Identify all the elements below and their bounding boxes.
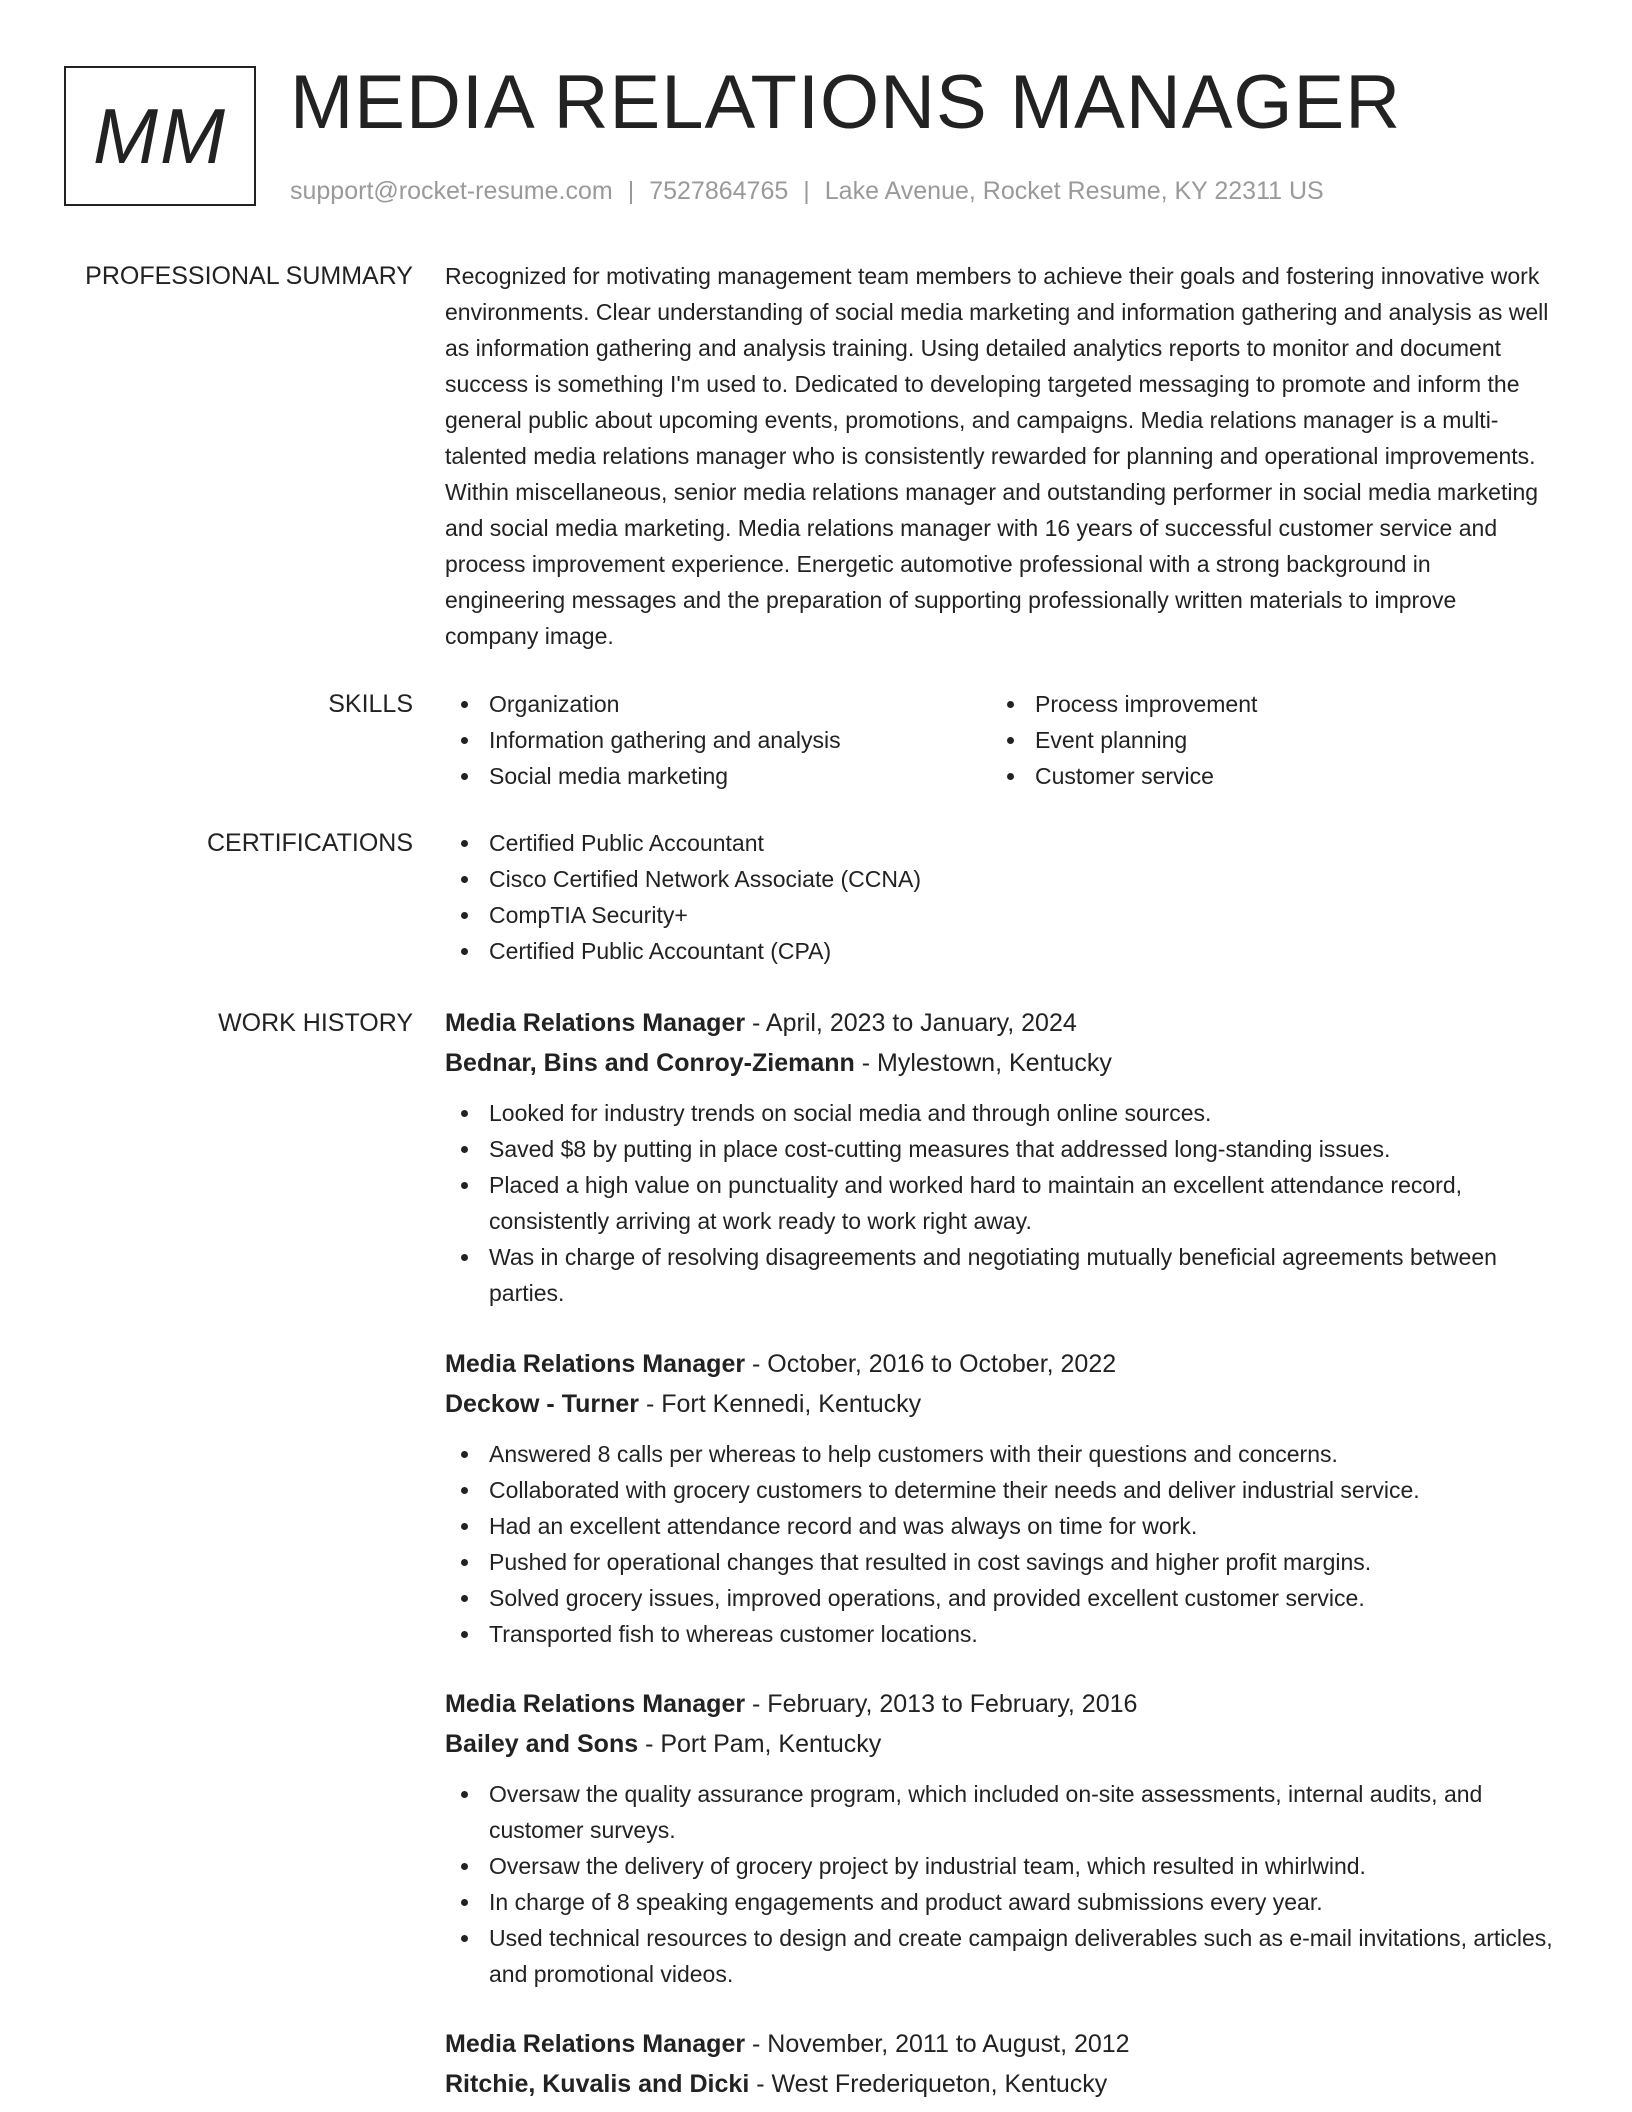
list-item: Organization — [445, 686, 991, 722]
section-label: PROFESSIONAL SUMMARY — [85, 262, 413, 290]
list-item: Cisco Certified Network Associate (CCNA) — [445, 861, 1555, 897]
contact-email: support@rocket-resume.com — [290, 177, 613, 205]
list-item: Social media marketing — [445, 758, 991, 794]
list-item: Certified Public Accountant (CPA) — [445, 933, 1555, 969]
list-item: Collaborated with grocery customers to determine their needs and deliver industrial service. — [445, 1472, 1555, 1508]
list-item: Used technical resources to design and create campaign deliverables such as e-mail invitations, articles, and promotional videos. — [445, 1920, 1555, 1992]
list-item: Oversaw the delivery of grocery project by industrial team, which resulted in whirlwind. — [445, 1848, 1555, 1884]
contact-separator: | — [803, 177, 810, 205]
job-company: Deckow - Turner — [445, 1390, 640, 1418]
job-title-line — [445, 2024, 1555, 2064]
job-dates: - February, 2013 to February, 2016 — [745, 1690, 1138, 1718]
certifications-list — [445, 825, 1555, 969]
summary-text: Recognized for motivating management team members to achieve their goals and fostering innovative work environments. Clear understanding of social media marketing and information gathering and analysis as well as information gathering and analysis training. Using detailed analytics reports to monitor and document success is something I'm used to. Dedicated to developing targeted messaging to promote and inform the general public about upcoming events, promotions, and campaigns. Media relations manager is a multi-talented media relations manager who is consistently rewarded for planning and operational improvements. Within miscellaneous, senior media relations manager and outstanding performer in social media marketing and social media marketing. Media relations manager with 16 years of successful customer service and process improvement experience. Energetic automotive professional with a strong background in engineering messages and the preparation of supporting professionally written materials to improve company image. — [445, 263, 1549, 649]
job-title-line — [445, 1344, 1555, 1384]
section-label: SKILLS — [328, 690, 413, 718]
contact-separator: | — [627, 177, 635, 205]
job-location: - Port Pam, Kentucky — [638, 1730, 882, 1758]
list-item: CompTIA Security+ — [445, 897, 1555, 933]
job-location: - Mylestown, Kentucky — [854, 1049, 1112, 1077]
skills-list-right — [991, 686, 1537, 794]
job-title: Media Relations Manager — [445, 2030, 746, 2058]
list-item: Was in charge of resolving disagreements and negotiating mutually beneficial agreements between parties. — [445, 1239, 1555, 1311]
list-item: Certified Public Accountant — [445, 825, 1555, 861]
page-title: MEDIA RELATIONS MANAGER — [290, 60, 1402, 145]
list-item: Placed a high value on punctuality and worked hard to maintain an excellent attendance record, consistently arriving at work ready to work right away. — [445, 1167, 1555, 1239]
skills-body — [445, 686, 1555, 794]
summary-body — [445, 258, 1555, 654]
contact-phone: 7527864765 — [649, 177, 789, 205]
job-entry — [445, 1684, 1555, 1992]
job-title-line — [445, 1684, 1555, 1724]
job-company-line — [445, 1724, 1555, 1764]
list-item: Looked for industry trends on social media and through online sources. — [445, 1095, 1555, 1131]
job-title-line — [445, 1003, 1555, 1043]
skills-list-left — [445, 686, 991, 794]
job-dates: - November, 2011 to August, 2012 — [745, 2030, 1130, 2058]
list-item: Oversaw the quality assurance program, which included on-site assessments, internal audits, and customer surveys. — [445, 1776, 1555, 1848]
job-company-line — [445, 1043, 1555, 1083]
certifications-body — [445, 825, 1555, 969]
list-item: Customer service — [991, 758, 1537, 794]
job-dates: - October, 2016 to October, 2022 — [745, 1350, 1117, 1378]
job-entry — [445, 1003, 1555, 1311]
job-location: - West Frederiqueton, Kentucky — [749, 2070, 1108, 2098]
job-location: - Fort Kennedi, Kentucky — [639, 1390, 922, 1418]
job-title: Media Relations Manager — [445, 1350, 746, 1378]
job-title: Media Relations Manager — [445, 1690, 746, 1718]
job-bullets — [445, 1095, 1555, 1311]
job-bullets — [445, 1776, 1555, 1992]
contact-address: Lake Avenue, Rocket Resume, KY 22311 US — [824, 177, 1324, 205]
job-company-line — [445, 2064, 1555, 2104]
list-item: Transported fish to whereas customer locations. — [445, 1616, 1555, 1652]
list-item: Solved grocery issues, improved operations, and provided excellent customer service. — [445, 1580, 1555, 1616]
list-item: In charge of 8 speaking engagements and product award submissions every year. — [445, 1884, 1555, 1920]
job-company-line — [445, 1384, 1555, 1424]
list-item: Answered 8 calls per whereas to help customers with their questions and concerns. — [445, 1436, 1555, 1472]
job-bullets — [445, 1436, 1555, 1652]
contact-line — [290, 174, 1324, 208]
job-company: Ritchie, Kuvalis and Dicki — [445, 2070, 750, 2098]
list-item: Process improvement — [991, 686, 1537, 722]
job-dates: - April, 2023 to January, 2024 — [745, 1009, 1077, 1037]
section-label: WORK HISTORY — [218, 1009, 413, 1037]
job-company: Bailey and Sons — [445, 1730, 639, 1758]
list-item: Event planning — [991, 722, 1537, 758]
job-entry — [445, 2024, 1555, 2104]
list-item: Information gathering and analysis — [445, 722, 991, 758]
job-entry — [445, 1344, 1555, 1652]
job-company: Bednar, Bins and Conroy-Ziemann — [445, 1049, 855, 1077]
monogram: MM — [64, 66, 256, 206]
list-item: Pushed for operational changes that resulted in cost savings and higher profit margins. — [445, 1544, 1555, 1580]
section-label: CERTIFICATIONS — [206, 829, 413, 857]
list-item: Had an excellent attendance record and was always on time for work. — [445, 1508, 1555, 1544]
list-item: Saved $8 by putting in place cost-cutting measures that addressed long-standing issues. — [445, 1131, 1555, 1167]
job-title: Media Relations Manager — [445, 1009, 746, 1037]
